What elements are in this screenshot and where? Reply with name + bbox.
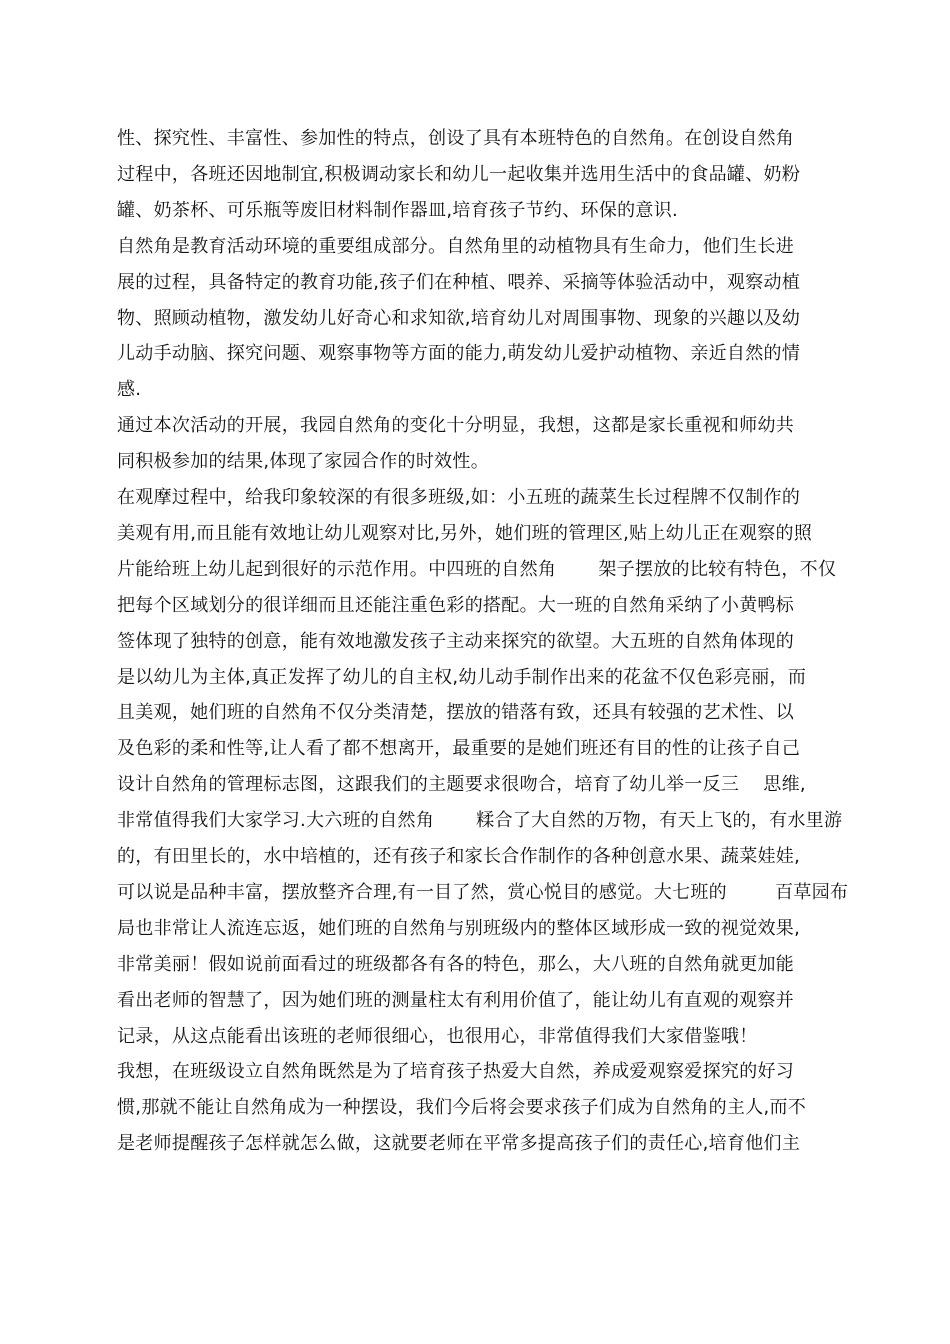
text-line: 片能给班上幼儿起到很好的示范作用。中四班的自然角 架子摆放的比较有特色，不仅	[117, 559, 837, 580]
text-line: 是老师提醒孩子怎样就怎么做，这就要老师在平常多提高孩子们的责任心,培育他们主	[117, 1133, 801, 1154]
text-line: 儿动手动脑、探究问题、观察事物等方面的能力,萌发幼儿爱护动植物、亲近自然的情	[117, 343, 801, 364]
text-line: 签体现了独特的创意，能有效地激发孩子主动来探究的欲望。大五班的自然角体现的	[117, 631, 795, 652]
text-line: 的，有田里长的，水中培植的，还有孩子和家长合作制作的各种创意水果、蔬菜娃娃,	[117, 846, 801, 867]
text-line: 是以幼儿为主体,真正发挥了幼儿的自主权,幼儿动手制作出来的花盆不仅色彩亮丽，而	[117, 667, 807, 688]
text-line: 同积极参加的结果,体现了家园合作的时效性。	[117, 451, 490, 472]
text-line: 过程中，各班还因地制宜,积极调动家长和幼儿一起收集并选用生活中的食品罐、奶粉	[117, 164, 801, 185]
text-line: 惯,那就不能让自然角成为一种摆设，我们今后将会要求孩子们成为自然角的主人,而不	[117, 1097, 807, 1118]
text-line: 在观摩过程中，给我印象较深的有很多班级,如：小五班的蔬菜生长过程牌不仅制作的	[117, 487, 801, 508]
text-line: 感.	[117, 379, 142, 400]
text-line: 性、探究性、丰富性、参加性的特点，创设了具有本班特色的自然角。在创设自然角	[117, 128, 795, 149]
text-line: 看出老师的智慧了，因为她们班的测量柱太有利用价值了，能让幼儿有直观的观察并	[117, 990, 795, 1011]
text-line: 罐、奶茶杯、可乐瓶等废旧材料制作器皿,培育孩子节约、环保的意识.	[117, 200, 679, 221]
text-line: 把每个区域划分的很详细而且还能注重色彩的搭配。大一班的自然角采纳了小黄鸭标	[117, 595, 795, 616]
text-line: 局也非常让人流连忘返，她们班的自然角与别班级内的整体区域形成一致的视觉效果,	[117, 918, 801, 939]
text-line: 自然角是教育活动环境的重要组成部分。自然角里的动植物具有生命力，他们生长进	[117, 236, 795, 257]
text-line: 且美观，她们班的自然角不仅分类清楚，摆放的错落有致，还具有较强的艺术性、以	[117, 702, 795, 723]
text-line: 记录，从这点能看出该班的老师很细心，也很用心，非常值得我们大家借鉴哦！	[117, 1026, 758, 1047]
text-line: 我想，在班级设立自然角既然是为了培育孩子热爱大自然，养成爱观察爱探究的好习	[117, 1061, 795, 1082]
text-line: 可以说是品种丰富，摆放整齐合理,有一目了然，赏心悦目的感觉。大七班的 百草园布	[117, 882, 849, 903]
text-line: 展的过程，具备特定的教育功能,孩子们在种植、喂养、采摘等体验活动中，观察动植	[117, 272, 801, 293]
text-line: 及色彩的柔和性等,让人看了都不想离开，最重要的是她们班还有目的性的让孩子自己	[117, 738, 801, 759]
text-line: 设计自然角的管理标志图，这跟我们的主题要求很吻合，培育了幼儿举一反三 思维,	[117, 774, 806, 795]
text-line: 非常值得我们大家学习.大六班的自然角 糅合了大自然的万物，有天上飞的，有水里游	[117, 810, 843, 831]
text-line: 美观有用,而且能有效地让幼儿观察对比,另外，她们班的管理区,贴上幼儿正在观察的照	[117, 523, 813, 544]
text-line: 通过本次活动的开展，我园自然角的变化十分明显，我想，这都是家长重视和师幼共	[117, 415, 795, 436]
text-line: 非常美丽！假如说前面看过的班级都各有各的特色，那么，大八班的自然角就更加能	[117, 954, 795, 975]
text-line: 物、照顾动植物，激发幼儿好奇心和求知欲,培育幼儿对周围事物、现象的兴趣以及幼	[117, 308, 801, 329]
